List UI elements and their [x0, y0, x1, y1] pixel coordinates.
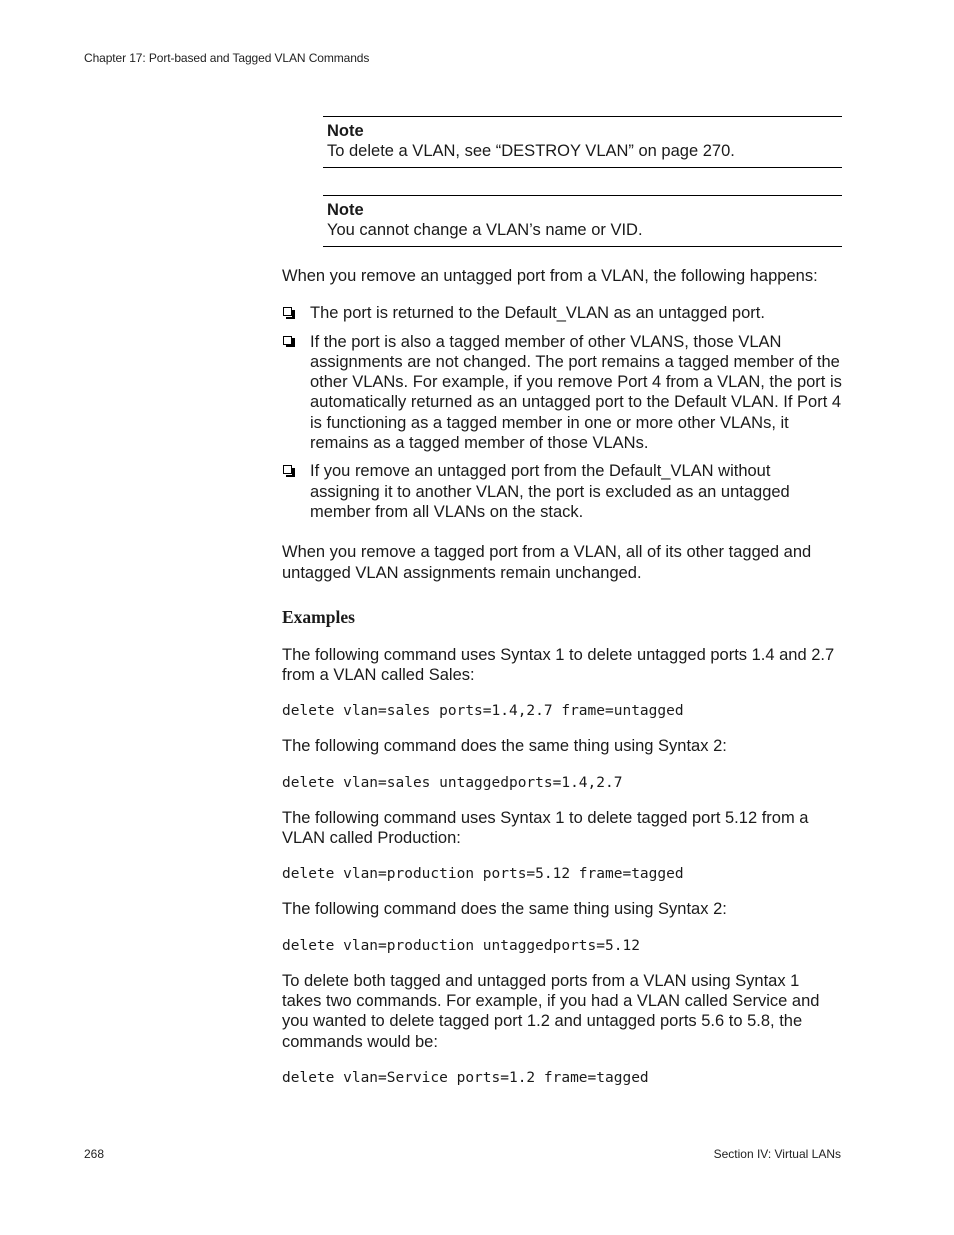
bullet-list [282, 303, 842, 522]
note-text: To delete a VLAN, see “DESTROY VLAN” on page 270. [327, 142, 735, 160]
example-paragraph: The following command does the same thing using Syntax 2: [282, 737, 727, 756]
example-paragraph: The following command uses Syntax 1 to delete tagged port 5.12 from a VLAN called Production: [282, 808, 809, 848]
checkbox-bullet-icon [283, 336, 292, 345]
list-item [282, 303, 842, 323]
list-item [282, 461, 842, 522]
note-text: You cannot change a VLAN’s name or VID. [327, 221, 643, 239]
code-example: delete vlan=sales ports=1.4,2.7 frame=untagged [282, 703, 684, 720]
code-example: delete vlan=Service ports=1.2 frame=tagged [282, 1069, 649, 1086]
example-paragraph: To delete both tagged and untagged ports from a VLAN using Syntax 1 takes two commands. For example, if you had a VLAN called Service and you wanted to delete tagged port 1.2 and untagged ports 5.6 to 5.8, the commands would be: [282, 971, 820, 1051]
example-paragraph: The following command does the same thing using Syntax 2: [282, 900, 727, 919]
code-example: delete vlan=production ports=5.12 frame=tagged [282, 866, 684, 883]
running-footer-section: Section IV: Virtual LANs [713, 1147, 841, 1161]
tagged-paragraph: When you remove a tagged port from a VLAN, all of its other tagged and untagged VLAN assignments remain unchanged. [282, 543, 812, 582]
running-header: Chapter 17: Port-based and Tagged VLAN Commands [84, 51, 370, 65]
examples-heading: Examples [282, 606, 355, 627]
note-box [323, 116, 842, 168]
list-item-text: The port is returned to the Default_VLAN as an untagged port. [310, 304, 765, 323]
note-box [323, 195, 842, 247]
page-content [282, 116, 842, 1088]
checkbox-bullet-icon [283, 465, 292, 474]
note-title: Note [327, 201, 364, 219]
list-item [282, 332, 842, 454]
example-paragraph: The following command uses Syntax 1 to delete untagged ports 1.4 and 2.7 from a VLAN called Sales: [282, 645, 835, 685]
code-example: delete vlan=sales untaggedports=1.4,2.7 [282, 774, 623, 791]
list-item-text: If the port is also a tagged member of other VLANS, those VLAN assignments are not changed. The port remains a tagged member of the other VLANs. For example, if you remove Port 4 from a VLAN, the port is automatically returned as an untagged port to the Default VLAN. If Port 4 is functioning as a tagged member in one or more other VLANs, it remains as a tagged member of those VLANs. [310, 332, 842, 453]
list-item-text: If you remove an untagged port from the Default_VLAN without assigning it to another VLAN, the port is excluded as an untagged member from all VLANs on the stack. [310, 462, 790, 521]
code-example: delete vlan=production untaggedports=5.12 [282, 937, 640, 954]
note-title: Note [327, 122, 364, 140]
checkbox-bullet-icon [283, 307, 292, 316]
intro-paragraph: When you remove an untagged port from a VLAN, the following happens: [282, 267, 818, 285]
page-number: 268 [84, 1147, 105, 1161]
